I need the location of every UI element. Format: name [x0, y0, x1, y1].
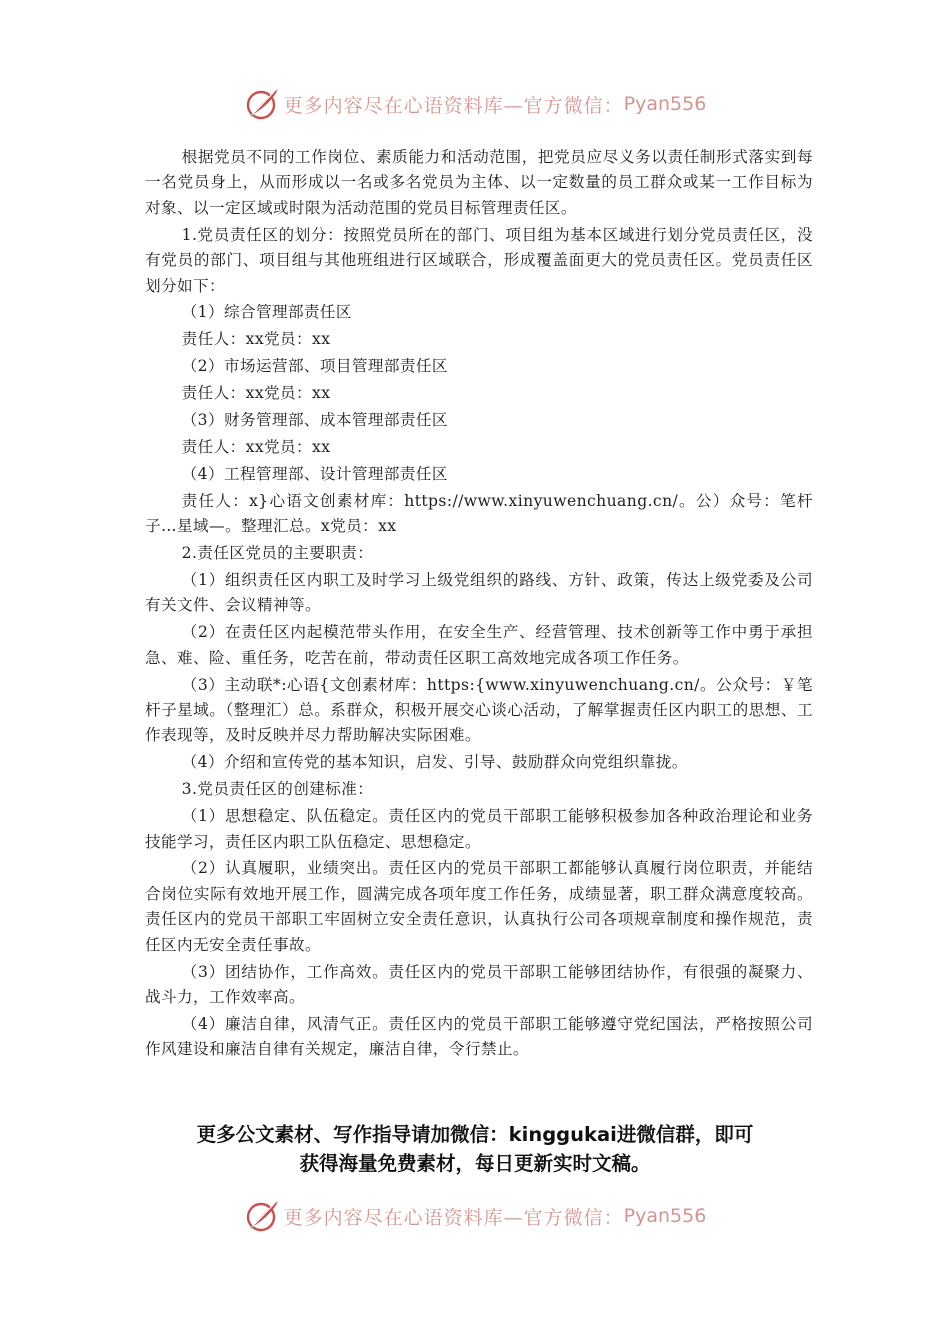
paragraph: 2.责任区党员的主要职责：	[181, 544, 374, 563]
footer-notice	[130, 1120, 820, 1178]
paragraph: 1.党员责任区的划分：按照党员所在的部门、项目组为基本区域进行划分党员责任区，没有党员的部门、项目组与其他班组进行区域联合，形成覆盖面更大的党员责任区。党员责任区划分如下：	[145, 225, 813, 295]
paragraph: （4）廉洁自律，风清气正。责任区内的党员干部职工能够遵守党纪国法，严格按照公司作风建设和廉洁自律有关规定，廉洁自律，令行禁止。	[145, 1014, 813, 1059]
paragraph: （4）介绍和宣传党的基本知识，启发、引导、鼓励群众向党组织靠拢。	[181, 753, 688, 772]
header-banner	[0, 84, 950, 124]
paragraph: 责任人：x}心语文创素材库：https://www.xinyuwenchuang.cn/。公）众号：笔杆子…星域—。整理汇总。x党员：xx	[145, 491, 813, 536]
paragraph: （3）财务管理部、成本管理部责任区	[181, 411, 448, 430]
paragraph: （1）思想稳定、队伍稳定。责任区内的党员干部职工能够积极参加各种政治理论和业务技能学习，责任区内职工队伍稳定、思想稳定。	[145, 807, 813, 851]
paragraph: （3）团结协作，工作高效。责任区内的党员干部职工能够团结协作，有很强的凝聚力、战斗力，工作效率高。	[145, 962, 813, 1006]
paragraph: （2）认真履职，业绩突出。责任区内的党员干部职工都能够认真履行岗位职责，并能结合岗位实际有效地开展工作，圆满完成各项年度工作任务，成绩显著，职工群众满意度较高。责任区内的党员干部职工牢固树立安全责任意识，认真执行公司各项规章制度和操作规范，责任区内无安全责任事故。	[145, 859, 813, 954]
quill-logo-icon	[244, 1198, 280, 1234]
paragraph: 责任人：xx党员：xx	[181, 437, 331, 456]
footer-line-2: 获得海量免费素材，每日更新实时文稿。	[299, 1152, 651, 1175]
quill-logo-icon	[244, 86, 280, 122]
document-body	[145, 145, 813, 1063]
paragraph: （2）在责任区内起模范带头作用，在安全生产、经营管理、技术创新等工作中勇于承担急、难、险、重任务，吃苦在前，带动责任区职工高效地完成各项工作任务。	[145, 623, 813, 667]
banner-text: 更多内容尽在心语资料库—官方微信：	[283, 1206, 624, 1229]
paragraph: （2）市场运营部、项目管理部责任区	[181, 357, 448, 376]
footer-banner	[0, 1196, 950, 1236]
paragraph: （1）组织责任区内职工及时学习上级党组织的路线、方针、政策，传达上级党委及公司有关文件、会议精神等。	[145, 571, 813, 615]
banner-wechat-id: Pyan556	[623, 93, 707, 115]
paragraph: （4）工程管理部、设计管理部责任区	[181, 464, 448, 483]
paragraph: （3）主动联*:心语{文创素材库：https:{www.xinyuwenchuang.cn/。公众号：￥笔杆子星域。（整理汇）总。系群众，积极开展交心谈心活动，了解掌握责任区内职工的思想、工作表现等，及时反映并尽力帮助解决实际困难。	[145, 675, 813, 745]
paragraph: （1）综合管理部责任区	[181, 303, 352, 322]
paragraph: 根据党员不同的工作岗位、素质能力和活动范围，把党员应尽义务以责任制形式落实到每一名党员身上，从而形成以一名或多名党员为主体、以一定数量的员工群众或某一工作目标为对象、以一定区域或时限为活动范围的党员目标管理责任区。	[145, 148, 813, 217]
paragraph: 责任人：xx党员：xx	[181, 384, 331, 403]
paragraph: 责任人：xx党员：xx	[181, 330, 331, 349]
banner-text: 更多内容尽在心语资料库—官方微信：	[283, 94, 624, 117]
banner-wechat-id: Pyan556	[623, 1205, 707, 1227]
footer-line-1: 更多公文素材、写作指导请加微信：kinggukai进微信群，即可	[196, 1123, 754, 1146]
paragraph: 3.党员责任区的创建标准：	[181, 780, 374, 799]
